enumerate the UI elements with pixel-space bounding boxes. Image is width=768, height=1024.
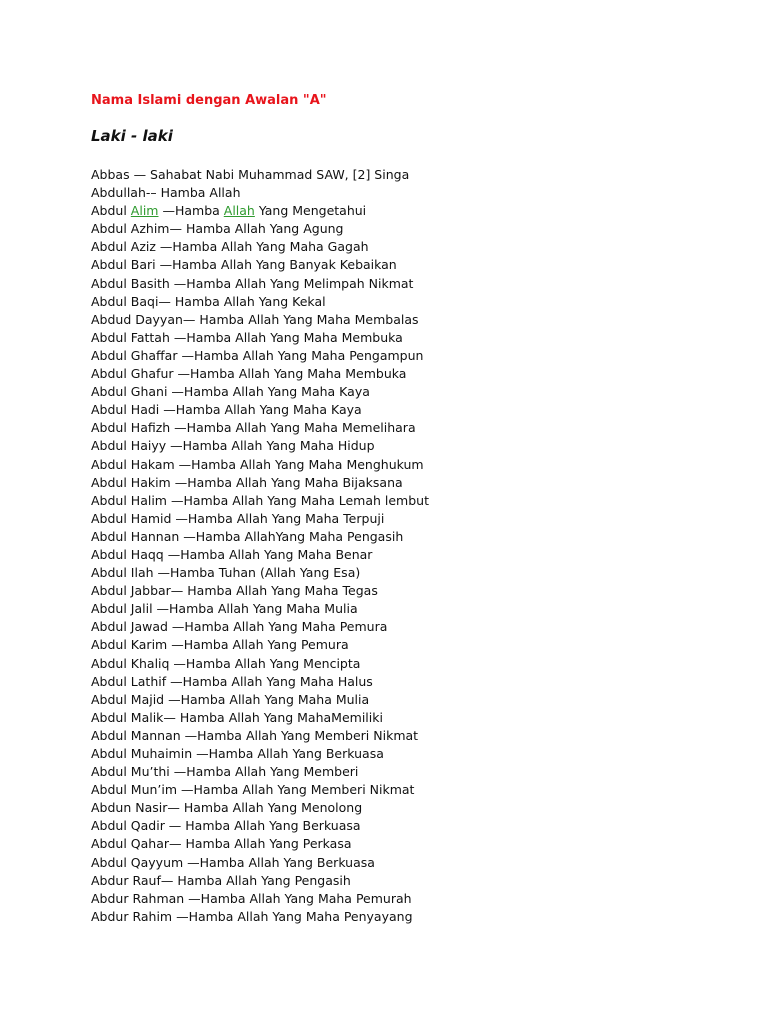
list-item: Abdul Hannan —Hamba AllahYang Maha Pengasih	[91, 528, 404, 544]
list-item-text: Yang Mengetahui	[254, 203, 367, 219]
list-item-text: Abdul	[91, 203, 131, 219]
list-item: Abdul Qahar— Hamba Allah Yang Perkasa	[91, 836, 352, 852]
list-item: Abdul Azhim— Hamba Allah Yang Agung	[91, 221, 344, 237]
list-item: Abdur Rahman —Hamba Allah Yang Maha Pemurah	[91, 890, 412, 906]
list-item: Abdul Majid —Hamba Allah Yang Maha Mulia	[91, 691, 370, 707]
list-item: Abbas — Sahabat Nabi Muhammad SAW, [2] Singa	[91, 167, 410, 182]
list-item: Abdul Mannan —Hamba Allah Yang Memberi Nikmat	[91, 727, 419, 743]
list-item: Abdul Muhaimin —Hamba Allah Yang Berkuasa	[91, 746, 384, 761]
list-item: Abdul Mu’thi —Hamba Allah Yang Memberi	[91, 764, 359, 780]
list-item: Abdul Ghafur —Hamba Allah Yang Maha Membuka	[91, 366, 407, 382]
list-item: Abdul Halim —Hamba Allah Yang Maha Lemah lembut	[91, 492, 429, 508]
list-item: Abdul Baqi— Hamba Allah Yang Kekal	[91, 293, 326, 309]
list-item: Abdul Jawad —Hamba Allah Yang Maha Pemura	[91, 619, 388, 635]
name-list	[91, 166, 731, 926]
list-item: Abdul Hadi —Hamba Allah Yang Maha Kaya	[91, 402, 362, 418]
list-item: Abdul Aziz —Hamba Allah Yang Maha Gagah	[91, 239, 369, 255]
list-item: Abdul Malik— Hamba Allah Yang MahaMemiliki	[91, 709, 383, 725]
list-item: Abdur Rauf— Hamba Allah Yang Pengasih	[91, 872, 351, 888]
list-item: Abdul Ghani —Hamba Allah Yang Maha Kaya	[91, 384, 370, 400]
list-item: Abdul Qadir — Hamba Allah Yang Berkuasa	[91, 818, 361, 834]
list-item: Abdul Khaliq —Hamba Allah Yang Mencipta	[91, 655, 361, 671]
list-item: Abdul Karim —Hamba Allah Yang Pemura	[91, 637, 349, 653]
list-item: Abdullah-– Hamba Allah	[91, 185, 241, 201]
list-item: Abdul Lathif —Hamba Allah Yang Maha Halus	[91, 673, 373, 689]
document-page	[91, 92, 731, 926]
list-item: Abdul Basith —Hamba Allah Yang Melimpah Nikmat	[91, 275, 414, 291]
list-item: Abdul Ghaffar —Hamba Allah Yang Maha Pengampun	[91, 347, 424, 363]
alim-link[interactable]: Alim	[130, 203, 159, 219]
list-item: Abdul Jabbar— Hamba Allah Yang Maha Tegas	[91, 583, 378, 599]
list-item: Abdul Hafizh —Hamba Allah Yang Maha Memelihara	[91, 420, 416, 436]
list-item	[91, 202, 731, 220]
list-item: Abdul Qayyum —Hamba Allah Yang Berkuasa	[91, 854, 375, 870]
section-subheading: Laki - laki	[91, 127, 173, 145]
list-item: Abdul Hakim —Hamba Allah Yang Maha Bijaksana	[91, 474, 403, 490]
list-item: Abdul Haqq —Hamba Allah Yang Maha Benar	[91, 546, 373, 562]
list-item: Abdul Fattah —Hamba Allah Yang Maha Membuka	[91, 329, 403, 345]
page-title: Nama Islami dengan Awalan "A"	[91, 93, 327, 108]
list-item: Abdul Hamid —Hamba Allah Yang Maha Terpuji	[91, 510, 385, 526]
list-item: Abdul Jalil —Hamba Allah Yang Maha Mulia	[91, 601, 358, 617]
list-item-text: —Hamba	[158, 203, 224, 219]
list-item: Abdul Ilah —Hamba Tuhan (Allah Yang Esa)	[91, 565, 361, 581]
list-item: Abdun Nasir— Hamba Allah Yang Menolong	[91, 800, 363, 816]
list-item: Abdul Bari —Hamba Allah Yang Banyak Kebaikan	[91, 257, 397, 273]
allah-link[interactable]: Allah	[223, 203, 255, 219]
list-item: Abdul Mun’im —Hamba Allah Yang Memberi Nikmat	[91, 782, 415, 798]
list-item: Abdul Haiyy —Hamba Allah Yang Maha Hidup	[91, 438, 375, 454]
list-item: Abdur Rahim —Hamba Allah Yang Maha Penyayang	[91, 908, 413, 924]
list-item: Abdud Dayyan— Hamba Allah Yang Maha Membalas	[91, 311, 419, 327]
list-item: Abdul Hakam —Hamba Allah Yang Maha Menghukum	[91, 456, 424, 472]
